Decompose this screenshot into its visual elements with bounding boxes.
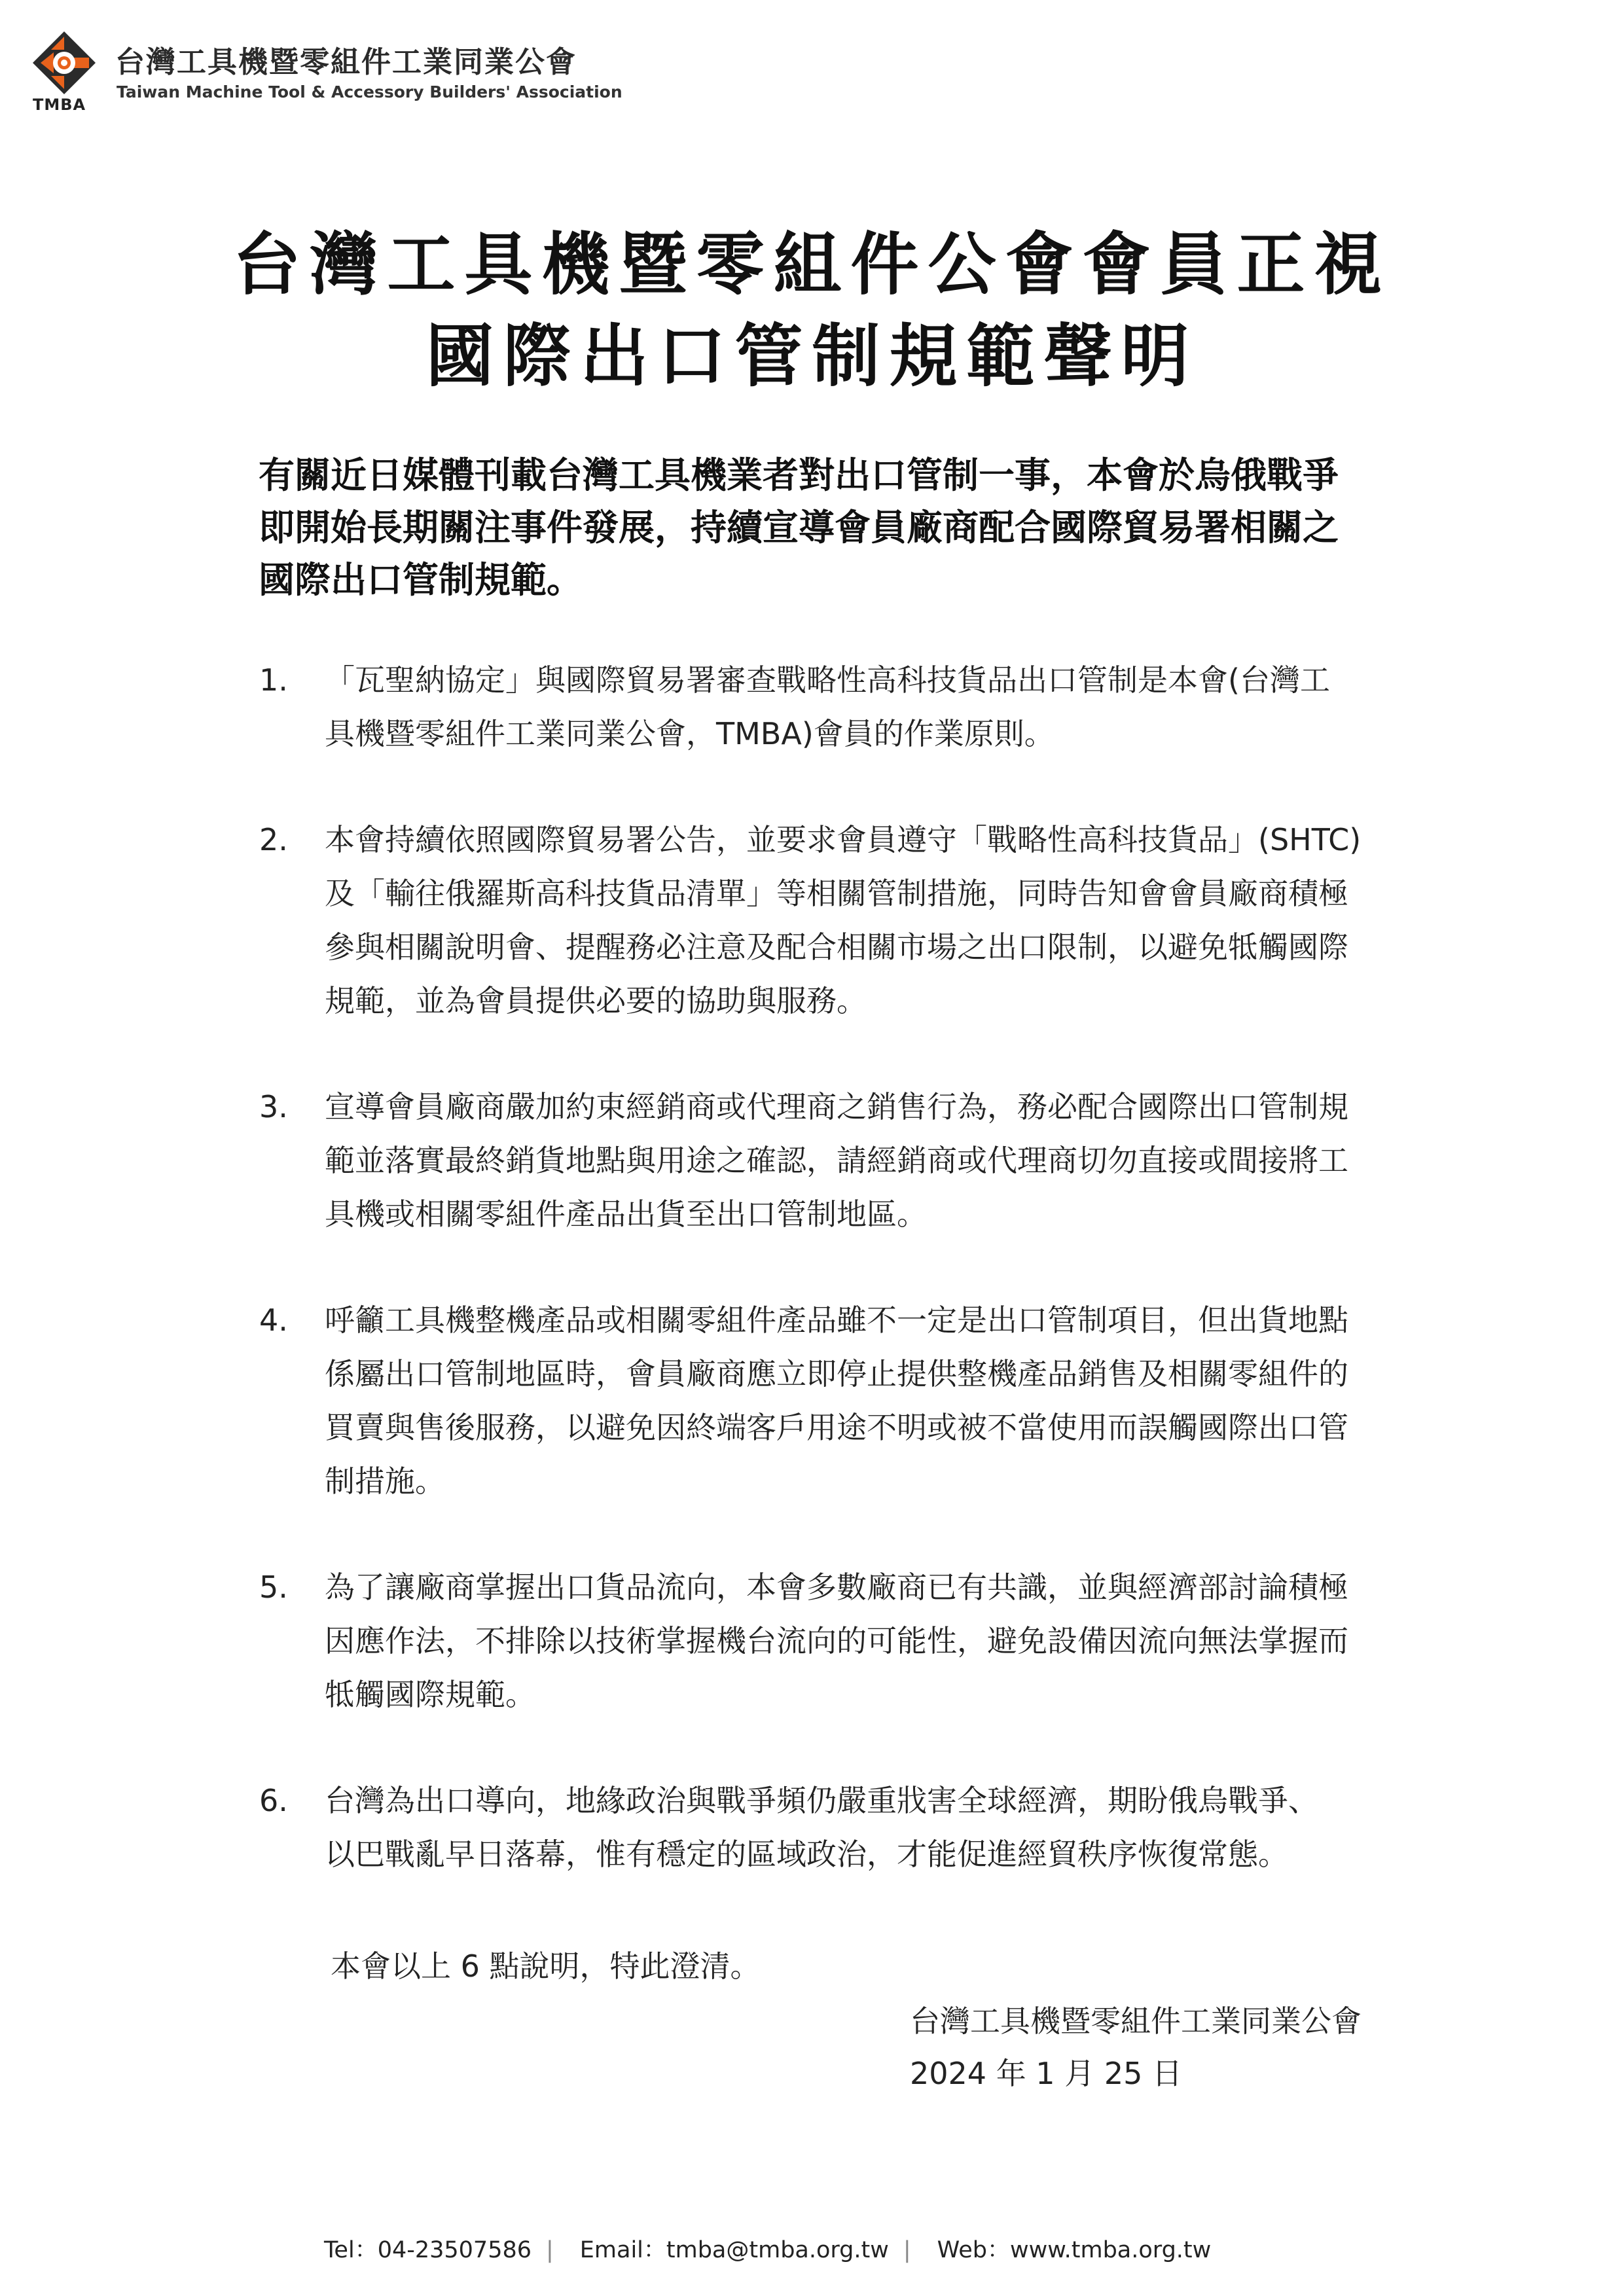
item-text (325, 1774, 1437, 1881)
intro-paragraph (259, 449, 1450, 606)
item-line: 參與相關說明會、提醒務必注意及配合相關市場之出口限制，以避免牴觸國際 (325, 929, 1348, 965)
item-line: 台灣為出口導向，地緣政治與戰爭頻仍嚴重戕害全球經濟，期盼俄烏戰爭、 (325, 1783, 1318, 1818)
item-line: 規範，並為會員提供必要的協助與服務。 (325, 983, 867, 1018)
item-number: 1. (259, 662, 288, 698)
closing-statement: 本會以上 6 點說明，特此澄清。 (331, 1948, 761, 1984)
footer-separator: | (546, 2237, 554, 2263)
intro-line: 即開始長期關注事件發展，持續宣導會員廠商配合國際貿易署相關之 (259, 507, 1339, 548)
item-number: 5. (259, 1570, 288, 1605)
footer-email: Email：tmba@tmba.org.tw (579, 2237, 889, 2263)
item-line: 係屬出口管制地區時，會員廠商應立即停止提供整機產品銷售及相關零組件的 (325, 1356, 1348, 1391)
item-number: 3. (259, 1089, 288, 1124)
tmba-logo-icon (31, 30, 97, 98)
item-text (325, 1293, 1437, 1508)
item-line: 本會持續依照國際貿易署公告，並要求會員遵守「戰略性高科技貨品」(SHTC) (325, 822, 1362, 857)
org-name-chinese: 台灣工具機暨零組件工業同業公會 (115, 45, 577, 79)
item-line: 及「輸往俄羅斯高科技貨品清單」等相關管制措施，同時告知會會員廠商積極 (325, 876, 1348, 911)
item-text (325, 813, 1437, 1028)
item-line: 制措施。 (325, 1463, 445, 1499)
item-line: 「瓦聖納協定」與國際貿易署審查戰略性高科技貨品出口管制是本會(台灣工 (325, 662, 1330, 698)
intro-line: 有關近日媒體刊載台灣工具機業者對出口管制一事，本會於烏俄戰爭 (259, 454, 1339, 496)
item-number: 4. (259, 1302, 288, 1338)
logo-acronym: TMBA (33, 96, 86, 114)
letterhead (31, 30, 621, 115)
footer-tel: Tel：04-23507586 (324, 2237, 532, 2263)
item-line: 牴觸國際規範。 (325, 1677, 535, 1712)
signoff-date: 2024 年 1 月 25 日 (910, 2056, 1182, 2091)
item-line: 買賣與售後服務，以避免因終端客戶用途不明或被不當使用而誤觸國際出口管 (325, 1410, 1348, 1445)
item-line: 因應作法，不排除以技術掌握機台流向的可能性，避免設備因流向無法掌握而 (325, 1623, 1348, 1659)
document-title-line-2: 國際出口管制規範聲明 (425, 316, 1199, 396)
item-line: 範並落實最終銷貨地點與用途之確認，請經銷商或代理商切勿直接或間接將工 (325, 1143, 1348, 1178)
item-line: 以巴戰亂早日落幕，惟有穩定的區域政治，才能促進經貿秩序恢復常態。 (325, 1837, 1288, 1872)
item-text (325, 1560, 1437, 1721)
footer-web: Web：www.tmba.org.tw (937, 2237, 1212, 2263)
intro-line: 國際出口管制規範。 (259, 559, 583, 601)
item-text (325, 653, 1437, 761)
item-line: 為了讓廠商掌握出口貨品流向，本會多數廠商已有共識，並與經濟部討論積極 (325, 1570, 1348, 1605)
footer-contact (324, 2232, 1211, 2265)
item-line: 宣導會員廠商嚴加約束經銷商或代理商之銷售行為，務必配合國際出口管制規 (325, 1089, 1348, 1124)
footer-separator: | (903, 2237, 911, 2263)
item-number: 2. (259, 822, 288, 857)
item-text (325, 1080, 1437, 1241)
org-name-english: Taiwan Machine Tool & Accessory Builders' Association (117, 82, 623, 101)
document-title-line-1: 台灣工具機暨零組件公會會員正視 (232, 224, 1392, 304)
item-line: 具機或相關零組件產品出貨至出口管制地區。 (325, 1196, 927, 1232)
item-number: 6. (259, 1783, 288, 1818)
item-line: 具機暨零組件工業同業公會，TMBA)會員的作業原則。 (325, 716, 1055, 751)
item-line: 呼籲工具機整機產品或相關零組件產品雖不一定是出口管制項目，但出貨地點 (325, 1302, 1348, 1338)
signoff-organization: 台灣工具機暨零組件工業同業公會 (910, 2003, 1362, 2039)
